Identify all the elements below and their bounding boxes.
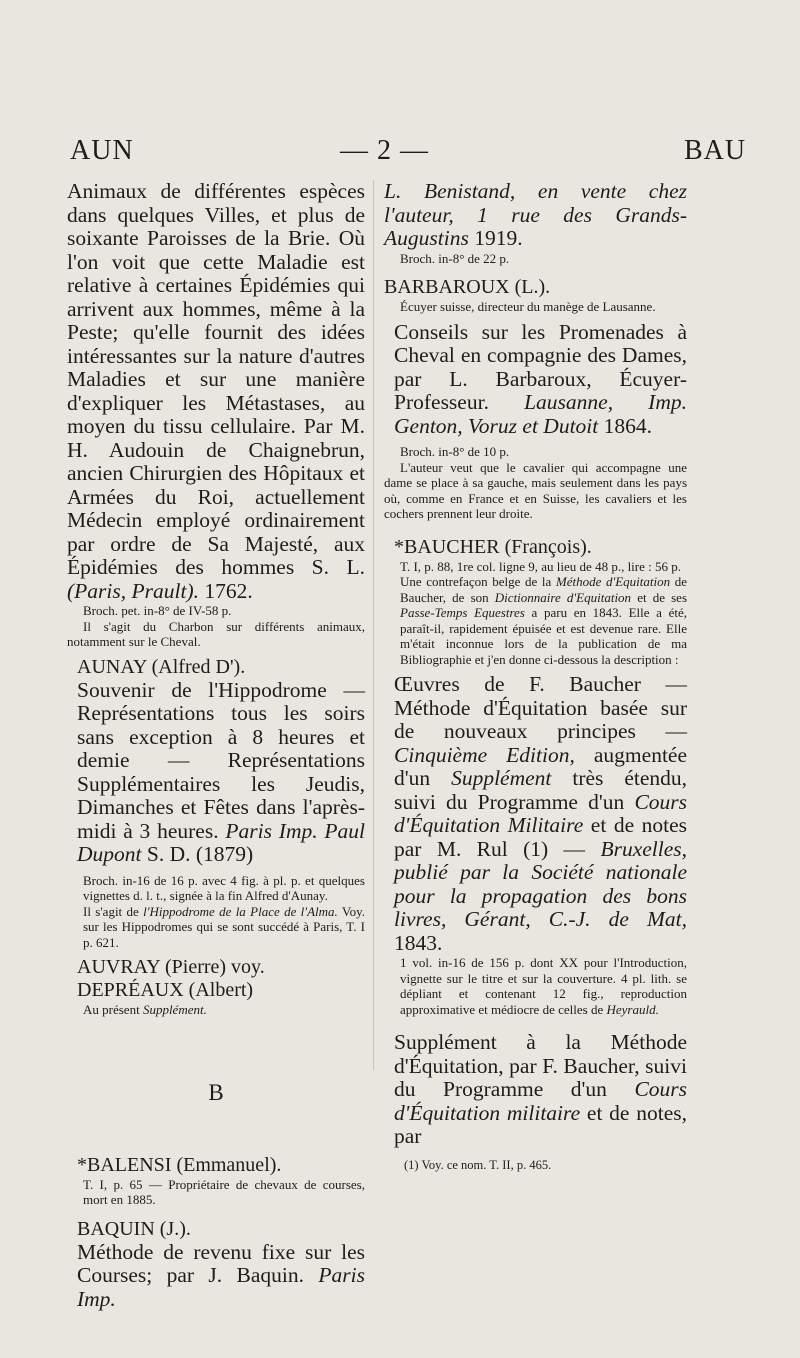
oeuvres-note-heyrauld: Heyrauld. xyxy=(606,1001,659,1017)
baquin-imprint: Paris Imp. xyxy=(77,1263,365,1311)
aunay-description: Souvenir de l'Hippodrome — Représentations tous les soirs sans exception à 8 heures et demie — Représentations Supplémentaires les Jeudis, Dimanches et Fêtes dans l'après-midi à 3 heures. xyxy=(77,677,365,843)
barbaroux-year: 1864. xyxy=(603,413,652,438)
baquin-year: 1919. xyxy=(474,226,523,250)
baucher-note-part-3: et de ses xyxy=(637,589,688,605)
aunay-note-hippodrome: l'Hippodrome de la Place de l'Alma. xyxy=(143,903,338,919)
audouin-year: 1762. xyxy=(204,578,253,603)
supplement-cours: Cours d'Équitation militaire xyxy=(394,1077,688,1125)
auvray-note-prefix: Au présent xyxy=(83,1002,140,1017)
barbaroux-description: Conseils sur les Promenades à Cheval en compagnie des Dames, par L. Barbaroux, Écuyer-Professeur. xyxy=(394,319,687,414)
aunay-note-format: Broch. in-16 de 16 p. avec 4 fig. à pl. p. et quelques vignettes d. l. t., signée à la fin Alfred d'Aunay. xyxy=(83,872,365,903)
oeuvres-entry-text xyxy=(394,673,687,955)
oeuvres-part-3: très étendu, suivi du Programme d'un xyxy=(394,766,688,814)
balensi-note: T. I, p. 65 — Propriétaire de chevaux de courses, mort en 1885. xyxy=(83,1176,365,1207)
auvray-note xyxy=(83,1002,365,1018)
barbaroux-note-comment: L'auteur veut que le cavalier qui accompagne une dame se place à sa gauche, mais seulement dans les pays où, comme en France et en Suisse, les cavaliers et les cochers prennent leur droite. xyxy=(384,459,687,521)
running-header-left: AUN xyxy=(70,135,134,166)
supplement-part-2: et de notes, par xyxy=(394,1100,687,1148)
oeuvres-cours: Cours d'Équitation Militaire xyxy=(394,789,688,837)
oeuvres-year: 1843. xyxy=(394,930,443,955)
aunay-note-subject xyxy=(83,904,365,951)
footnote: (1) Voy. ce nom. T. II, p. 465. xyxy=(404,1158,552,1172)
audouin-note-subject: Il s'agit du Charbon sur différents animaux, notamment sur le Cheval. xyxy=(67,618,365,649)
aunay-imprint: Paris Imp. Paul Dupont xyxy=(77,818,365,866)
oeuvres-imprint: Bruxelles, publié par la Société nationale pour la propagation des bons livres, Gérant, C.-J. de Mat, xyxy=(394,836,688,931)
oeuvres-edition: Cinquième Edition, xyxy=(394,742,575,767)
barbaroux-entry-title: BARBAROUX (L.). xyxy=(384,276,551,298)
barbaroux-imprint: Lausanne, Imp. Genton, Voruz et Dutoit xyxy=(394,390,687,438)
audouin-imprint: (Paris, Prault). xyxy=(67,578,199,603)
left-column xyxy=(67,180,365,1311)
supplement-part-1: Supplément à la Méthode d'Équitation, par F. Baucher, suivi du Programme d'un xyxy=(394,1030,687,1101)
oeuvres-part-1: Œuvres de F. Baucher — Méthode d'Équitation basée sur de nouveaux principes — xyxy=(394,672,687,743)
baquin-entry-title: BAQUIN (J.). xyxy=(77,1217,191,1240)
auvray-entry-title: AUVRAY (Pierre) voy. DEPRÉAUX (Albert) xyxy=(77,956,265,1001)
baquin-publisher: L. Benistand, en vente chez l'auteur, 1 rue des Grands-Augustins xyxy=(384,179,687,250)
baucher-note-part-4: a paru en 1843. Elle a été, paraît-il, rapidement épuisée et est devenue rare. Elle m'était inconnue lors de la publication de ma Bibliographie et j'en donne ci-dessous la description : xyxy=(400,605,688,667)
right-column xyxy=(384,180,687,1149)
baucher-note-correction: T. I, p. 88, 1re col. ligne 9, au lieu de 48 p., lire : 56 p. xyxy=(400,558,681,574)
oeuvres-supplement: Supplément xyxy=(451,766,552,790)
section-letter: B xyxy=(208,1079,224,1105)
baquin-continuation xyxy=(384,180,687,251)
baquin-entry-text xyxy=(77,1241,365,1312)
aunay-note-prefix: Il s'agit de xyxy=(83,903,139,919)
auvray-note-supplement: Supplément. xyxy=(142,1002,207,1017)
balensi-entry-title: *BALENSI (Emmanuel). xyxy=(77,1153,282,1176)
aunay-note-suffix: Voy. sur les Hippodromes qui se sont succédé à Paris, T. I p. 621. xyxy=(83,903,365,950)
baucher-note-methode: Méthode d'Equitation xyxy=(555,574,671,589)
audouin-note-format: Broch. pet. in-8° de IV-58 p. xyxy=(83,603,232,618)
baucher-note-dictionnaire: Dictionnaire d'Equitation xyxy=(494,589,632,605)
baucher-note-part-2: de Baucher, de son xyxy=(400,574,688,605)
baucher-note-part-1: Une contrefaçon belge de la xyxy=(400,574,552,589)
barbaroux-entry-text xyxy=(394,321,687,439)
baquin-description: Méthode de revenu fixe sur les Courses; par J. Baquin. xyxy=(77,1239,365,1287)
baquin-note: Broch. in-8° de 22 p. xyxy=(400,250,510,266)
aunay-entry-title: AUNAY (Alfred D'). xyxy=(77,655,246,678)
oeuvres-part-2: augmentée d'un xyxy=(394,742,688,790)
aunay-entry-text xyxy=(77,679,365,867)
entry-continuation xyxy=(67,180,365,603)
barbaroux-bio-note: Écuyer suisse, directeur du manège de Lausanne. xyxy=(400,299,656,314)
baucher-note-passe-temps: Passe-Temps Equestres xyxy=(400,605,525,620)
aunay-date: S. D. (1879) xyxy=(146,842,254,866)
column-divider xyxy=(373,180,374,1070)
page-number: — 2 — xyxy=(340,135,429,166)
baucher-entry-title: *BAUCHER (François). xyxy=(394,535,592,558)
oeuvres-note xyxy=(400,955,687,1017)
running-header-right: BAU xyxy=(684,135,747,166)
oeuvres-note-text: 1 vol. in-16 de 156 p. dont XX pour l'Introduction, vignette sur le titre et sur la couverture. 4 pl. lith. se dépliant et contenant 12 fig., reproduction approximative et médiocre de celles de xyxy=(400,955,687,1017)
supplement-entry-text xyxy=(394,1031,687,1149)
baucher-note-counterfeit xyxy=(400,574,687,667)
barbaroux-note-format: Broch. in-8° de 10 p. xyxy=(400,444,510,459)
audouin-text: Animaux de différentes espèces dans quelques Villes, et plus de soixante Paroisses de la Brie. Où l'on voit que cette Maladie est relative à certaines Épidémies qui arrivent aux hommes, même à la Peste; qu'elle fournit des idées intéressantes sur la nature d'autres Maladies et sur une manière d'expliquer les Métastases, au moyen du tissu cellulaire. Par M. H. Audouin de Chaignebrun, ancien Chirurgien des Hôpitaux et Armées du Roi, actuellement Médecin employé ordinairement par ordre de Sa Majesté, aux Épidémies des hommes S. L. xyxy=(67,179,365,579)
oeuvres-part-4: et de notes par M. Rul (1) — xyxy=(394,813,688,861)
